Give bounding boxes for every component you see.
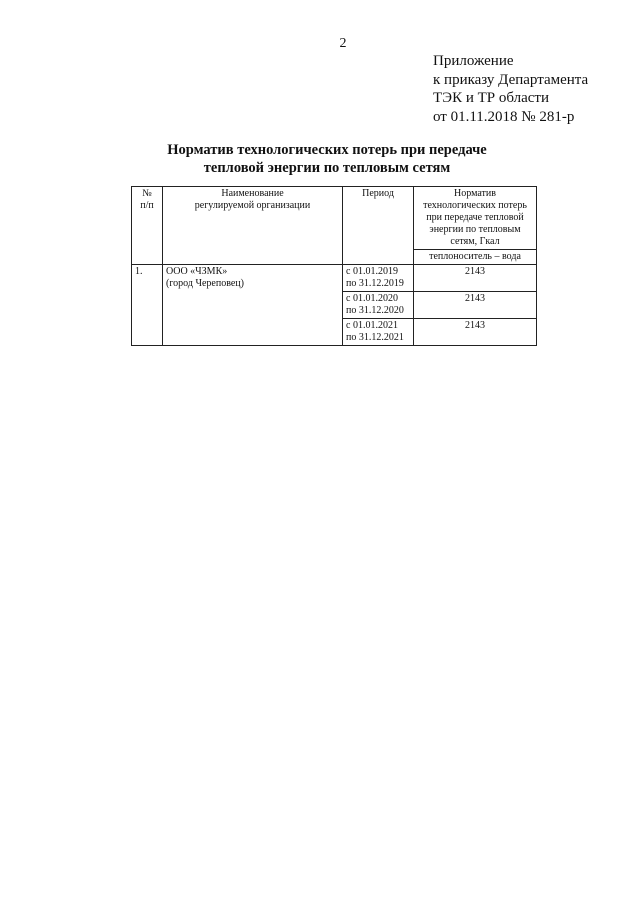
header-coolant: теплоноситель – вода: [414, 250, 537, 265]
header-period: Период: [343, 187, 414, 265]
header-num-line-1: №: [142, 188, 152, 199]
header-organization: [163, 187, 343, 265]
period-to: по 31.12.2019: [346, 278, 404, 289]
period-to: по 31.12.2020: [346, 305, 404, 316]
period-from: с 01.01.2019: [346, 266, 398, 277]
header-num: [132, 187, 163, 265]
appendix-line: от 01.11.2018 № 281-р: [433, 108, 575, 125]
cell-period: [343, 265, 414, 292]
header-norm-line-4: энергии по тепловым: [429, 224, 521, 235]
cell-period: [343, 319, 414, 346]
appendix-line: к приказу Департамента: [433, 71, 589, 88]
title-line-1: Норматив технологических потерь при передаче: [167, 142, 487, 158]
cell-num: 1.: [132, 265, 163, 346]
period-from: с 01.01.2021: [346, 320, 398, 331]
header-norm-line-3: при передаче тепловой: [426, 212, 524, 223]
cell-norm-value: 2143: [414, 292, 537, 319]
cell-norm-value: 2143: [414, 265, 537, 292]
document-title: [0, 141, 640, 177]
page-number: 2: [339, 36, 347, 51]
table-header-row: [132, 187, 537, 250]
header-num-line-2: п/п: [140, 200, 154, 211]
cell-norm-value: 2143: [414, 319, 537, 346]
org-name: ООО «ЧЗМК»: [166, 266, 228, 277]
org-city: (город Череповец): [166, 278, 244, 289]
cell-organization: [163, 265, 343, 346]
period-from: с 01.01.2020: [346, 293, 398, 304]
header-norm-line-1: Норматив: [454, 188, 496, 199]
appendix-line: Приложение: [433, 53, 514, 69]
appendix-line: ТЭК и ТР области: [433, 90, 549, 106]
header-norm-line-5: сетям, Гкал: [450, 236, 500, 247]
table-row: [132, 265, 537, 292]
title-line-2: тепловой энергии по тепловым сетям: [203, 160, 451, 176]
header-org-line-1: Наименование: [221, 188, 284, 199]
cell-period: [343, 292, 414, 319]
appendix-block: [433, 52, 588, 126]
norm-table: [131, 186, 537, 346]
period-to: по 31.12.2021: [346, 332, 404, 343]
header-norm: [414, 187, 537, 250]
header-norm-line-2: технологических потерь: [423, 200, 527, 211]
header-org-line-2: регулируемой организации: [194, 200, 311, 211]
